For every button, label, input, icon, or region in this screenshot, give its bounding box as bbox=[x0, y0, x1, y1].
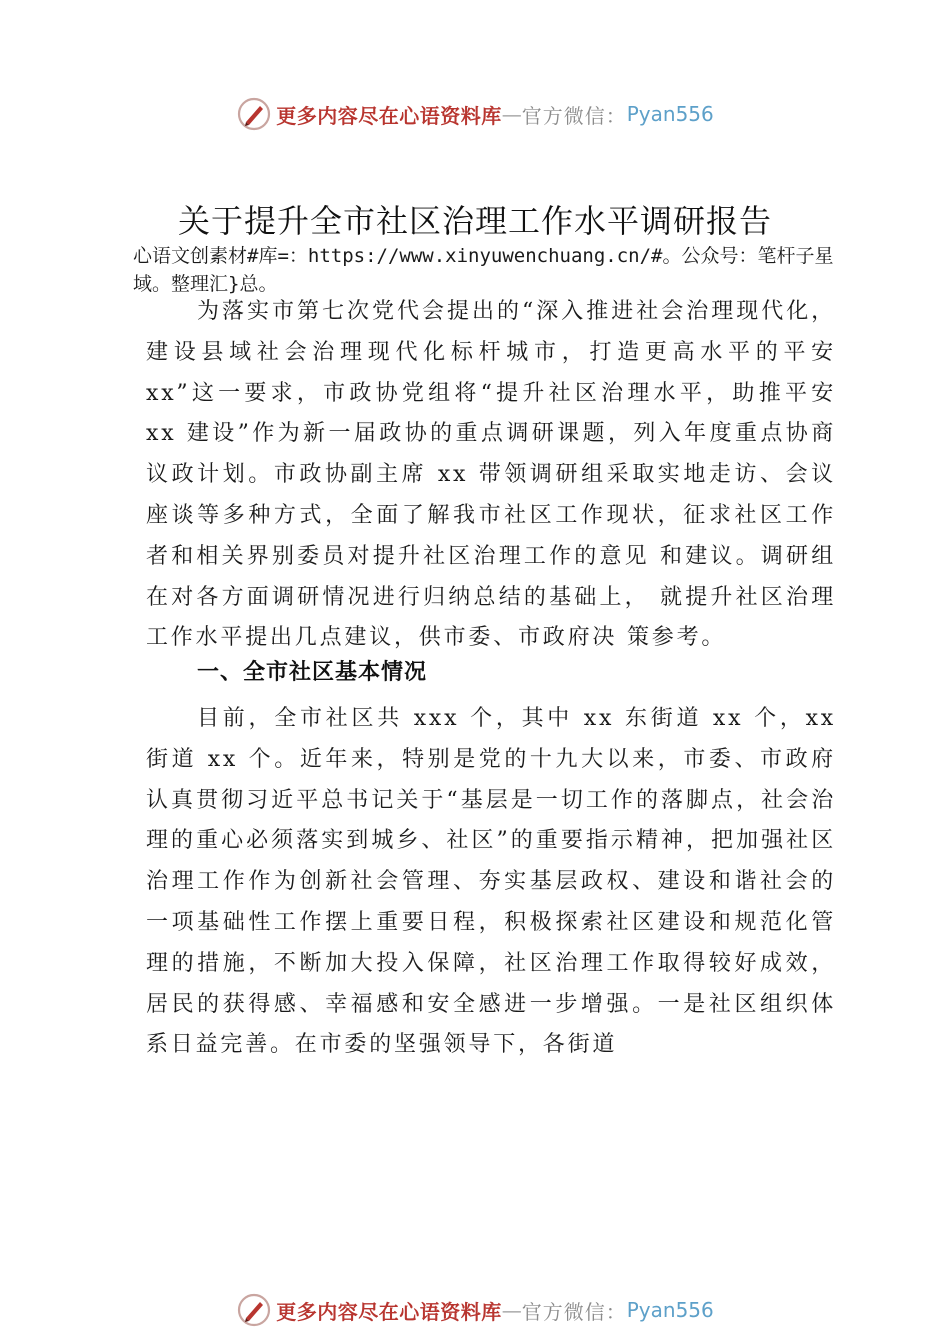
header-watermark bbox=[0, 94, 950, 134]
source-line: 心语文创素材#库=：https://www.xinyuwenchuang.cn/#。公众号：笔杆子星域。整理汇}总。 bbox=[133, 245, 834, 295]
footer-watermark bbox=[0, 1290, 950, 1330]
watermark-wechat-id: Pyan556 bbox=[626, 1298, 714, 1322]
watermark-main-text: 更多内容尽在心语资料库 bbox=[276, 1299, 502, 1324]
pen-logo-icon bbox=[236, 1292, 272, 1328]
watermark-main-text: 更多内容尽在心语资料库 bbox=[276, 103, 502, 128]
watermark-label: 官方微信： bbox=[521, 1299, 627, 1324]
section-heading-1: 一、全市社区基本情况 bbox=[197, 660, 428, 685]
pen-logo-icon bbox=[236, 96, 272, 132]
watermark-label: 官方微信： bbox=[521, 103, 627, 128]
body-paragraph-1: 为落实市第七次党代会提出的“深入推进社会治理现代化，建设县域社会治理现代化标杆城市，打造更高水平的平安 xx”这一要求，市政协党组将“提升社区治理水平，助推平安 xx 建设”作为新一届政协的重点调研课题，列入年度重点协商议政计划。市政协副主席 xx 带领调研组采取实地走访、会议座谈等多种方式，全面了解我市社区工作现状，征求社区工作者和相关界别委员对提升社区治理工作的意见 和建议。调研组在对各方面调研情况进行归纳总结的基础上， 就提升社区治理工作水平提出几点建议，供市委、市政府决 策参考。 bbox=[146, 299, 836, 651]
watermark-separator: — bbox=[501, 1298, 522, 1322]
document-title: 关于提升全市社区治理工作水平调研报告 bbox=[177, 202, 772, 240]
body-paragraph-2: 目前，全市社区共 xxx 个，其中 xx 东街道 xx 个，xx 街道 xx 个。近年来，特别是党的十九大以来，市委、市政府认真贯彻习近平总书记关于“基层是一切工作的落脚点，社会治理的重心必须落实到城乡、社区”的重要指示精神，把加强社区治理工作作为创新社会管理、夯实基层政权、建设和谐社会的一项基础性工作摆上重要日程，积极探索社区建设和规范化管理的措施，不断加大投入保障，社区治理工作取得较好成效，居民的获得感、幸福感和安全感进一步增强。一是社区组织体系日益完善。在市委的坚强领导下，各街道 bbox=[146, 706, 836, 1058]
watermark-wechat-id: Pyan556 bbox=[626, 102, 714, 126]
watermark-separator: — bbox=[501, 102, 522, 126]
